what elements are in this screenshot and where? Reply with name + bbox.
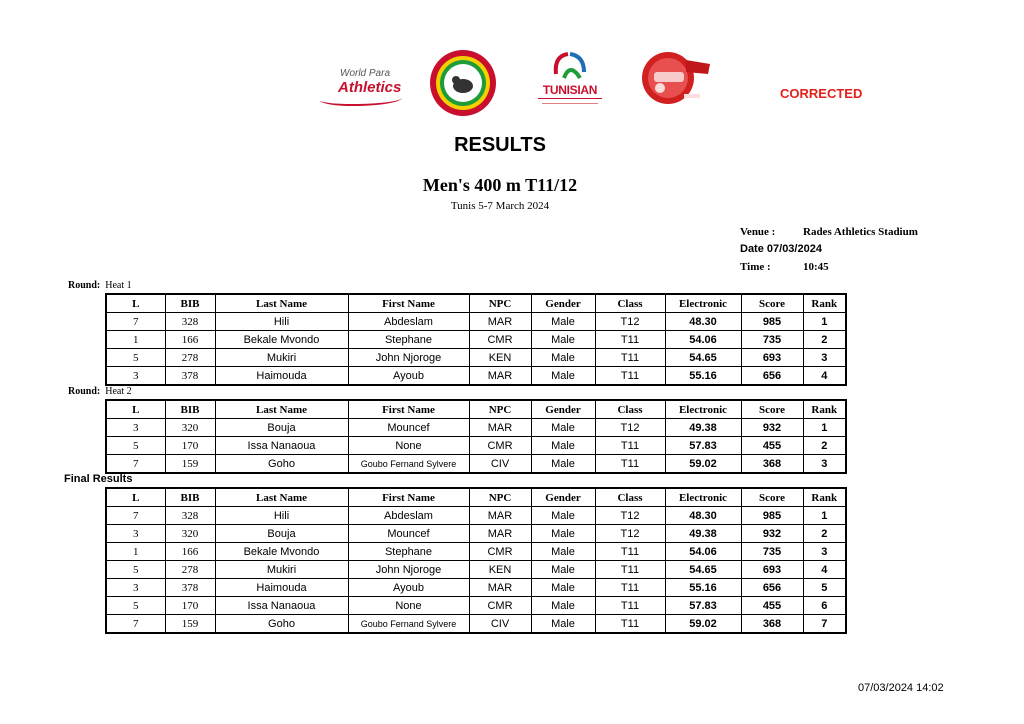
event-title: Men's 400 m T11/12 [422,175,578,195]
column-header-class: Class [595,294,665,313]
cell-gender: Male [531,349,595,367]
cell-last-name: Goho [215,455,348,474]
cell-score: 735 [741,331,803,349]
final-results-label: Final Results [64,473,133,485]
cell-class: T12 [595,419,665,437]
cell-lane: 3 [106,525,165,543]
column-header-rank: Rank [803,488,846,507]
cell-electronic: 59.02 [665,455,741,474]
cell-electronic: 54.06 [665,331,741,349]
cell-lane: 3 [106,579,165,597]
cell-npc: MAR [469,525,531,543]
time-value: 10:45 [803,261,829,273]
cell-score: 368 [741,615,803,634]
cell-bib: 166 [165,331,215,349]
cell-last-name: Bekale Mvondo [215,543,348,561]
cell-rank: 3 [803,349,846,367]
heat1-round-prefix: Round: [68,280,101,291]
cell-rank: 6 [803,597,846,615]
cell-gender: Male [531,525,595,543]
heat1-round-label [68,280,132,291]
column-header-lane: L [106,294,165,313]
cell-first-name: Mouncef [348,525,469,543]
column-header-npc: NPC [469,488,531,507]
cell-npc: CMR [469,597,531,615]
cell-score: 693 [741,561,803,579]
cell-class: T12 [595,507,665,525]
column-header-lane: L [106,488,165,507]
column-header-rank: Rank [803,400,846,419]
cell-gender: Male [531,615,595,634]
cell-gender: Male [531,455,595,474]
table-row [106,331,846,349]
world-para-athletics-logo [318,62,408,112]
column-header-gender: Gender [531,400,595,419]
column-header-last-name: Last Name [215,400,348,419]
cell-last-name: Mukiri [215,561,348,579]
cell-first-name: None [348,437,469,455]
column-header-first-name: First Name [348,294,469,313]
olympic-ring-emblem-logo [428,48,498,118]
heat2-round-prefix: Round: [68,386,101,397]
cell-electronic: 54.06 [665,543,741,561]
tunisian-logo-rule-2 [542,103,598,108]
table-row [106,597,846,615]
cell-last-name: Mukiri [215,349,348,367]
cell-rank: 1 [803,419,846,437]
cell-lane: 7 [106,313,165,331]
cell-bib: 159 [165,615,215,634]
cell-electronic: 48.30 [665,507,741,525]
cell-npc: MAR [469,507,531,525]
column-header-score: Score [741,488,803,507]
heat2-table [105,399,847,474]
tunisian-paralympic-logo [534,48,606,114]
cell-class: T11 [595,437,665,455]
cell-lane: 1 [106,331,165,349]
time-label: Time : [740,261,771,273]
cell-bib: 159 [165,455,215,474]
cell-gender: Male [531,313,595,331]
column-header-gender: Gender [531,488,595,507]
cell-score: 455 [741,437,803,455]
cell-rank: 3 [803,455,846,474]
column-header-rank: Rank [803,294,846,313]
cell-class: T11 [595,455,665,474]
cell-bib: 278 [165,349,215,367]
tunisian-logo-text: TUNISIAN [542,83,598,97]
cell-first-name: Stephane [348,331,469,349]
cell-first-name: None [348,597,469,615]
cell-electronic: 55.16 [665,579,741,597]
cell-last-name: Bekale Mvondo [215,331,348,349]
cell-last-name: Haimouda [215,579,348,597]
cell-first-name: Abdeslam [348,507,469,525]
cell-bib: 278 [165,561,215,579]
cell-first-name: Goubo Fernand Sylvere [348,455,469,474]
column-header-score: Score [741,294,803,313]
cell-electronic: 57.83 [665,597,741,615]
cell-npc: MAR [469,579,531,597]
column-header-first-name: First Name [348,488,469,507]
table-row [106,437,846,455]
cell-first-name: Ayoub [348,579,469,597]
cell-gender: Male [531,579,595,597]
cell-class: T12 [595,525,665,543]
heat1-round-name: Heat 1 [105,280,132,291]
wpa-logo-line1: World Para [340,68,391,79]
table-header-row [106,294,846,313]
cell-gender: Male [531,437,595,455]
cell-lane: 3 [106,367,165,386]
cell-score: 985 [741,313,803,331]
cell-class: T11 [595,349,665,367]
table-row [106,615,846,634]
table-row [106,507,846,525]
cell-last-name: Hili [215,507,348,525]
venue-label: Venue : [740,226,776,238]
cell-class: T11 [595,331,665,349]
cell-electronic: 55.16 [665,367,741,386]
column-header-first-name: First Name [348,400,469,419]
column-header-class: Class [595,488,665,507]
cell-bib: 378 [165,579,215,597]
cell-last-name: Haimouda [215,367,348,386]
cell-last-name: Bouja [215,525,348,543]
cell-electronic: 54.65 [665,349,741,367]
table-row [106,313,846,331]
cell-score: 932 [741,525,803,543]
cell-electronic: 57.83 [665,437,741,455]
footer-timestamp: 07/03/2024 14:02 [858,682,944,694]
cell-rank: 4 [803,561,846,579]
cell-gender: Male [531,419,595,437]
cell-rank: 5 [803,579,846,597]
cell-score: 693 [741,349,803,367]
cell-electronic: 59.02 [665,615,741,634]
cell-bib: 328 [165,507,215,525]
table-row [106,579,846,597]
heat2-round-name: Heat 2 [105,386,132,397]
table-row [106,367,846,386]
table-header-row [106,488,846,507]
column-header-last-name: Last Name [215,294,348,313]
cell-rank: 4 [803,367,846,386]
cell-last-name: Goho [215,615,348,634]
cell-gender: Male [531,597,595,615]
table-row [106,349,846,367]
column-header-electronic: Electronic [665,294,741,313]
cell-npc: CMR [469,543,531,561]
cell-class: T11 [595,543,665,561]
cell-lane: 7 [106,455,165,474]
cell-gender: Male [531,367,595,386]
venue-value: Rades Athletics Stadium [803,226,918,238]
cell-first-name: Ayoub [348,367,469,386]
grand-prix-logo [636,50,716,110]
cell-electronic: 49.38 [665,525,741,543]
cell-score: 368 [741,455,803,474]
cell-rank: 2 [803,331,846,349]
cell-last-name: Bouja [215,419,348,437]
table-row [106,419,846,437]
date-value: Date 07/03/2024 [740,243,822,255]
cell-lane: 5 [106,349,165,367]
cell-npc: CIV [469,455,531,474]
cell-last-name: Issa Nanaoua [215,437,348,455]
cell-bib: 320 [165,525,215,543]
column-header-electronic: Electronic [665,488,741,507]
table-header-row [106,400,846,419]
cell-score: 455 [741,597,803,615]
cell-gender: Male [531,543,595,561]
wpa-swoosh-icon [320,92,402,106]
cell-npc: MAR [469,313,531,331]
cell-lane: 1 [106,543,165,561]
cell-first-name: Goubo Fernand Sylvere [348,615,469,634]
column-header-electronic: Electronic [665,400,741,419]
cell-lane: 5 [106,561,165,579]
cell-electronic: 54.65 [665,561,741,579]
cell-class: T12 [595,313,665,331]
cell-last-name: Hili [215,313,348,331]
cell-rank: 1 [803,313,846,331]
cell-lane: 5 [106,437,165,455]
cell-lane: 5 [106,597,165,615]
column-header-npc: NPC [469,400,531,419]
cell-lane: 7 [106,615,165,634]
heat2-round-label [68,386,132,397]
cell-gender: Male [531,331,595,349]
cell-score: 735 [741,543,803,561]
cell-first-name: John Njoroge [348,561,469,579]
column-header-bib: BIB [165,400,215,419]
table-row [106,525,846,543]
cell-gender: Male [531,561,595,579]
table-row [106,561,846,579]
cell-class: T11 [595,367,665,386]
cell-npc: CIV [469,615,531,634]
column-header-gender: Gender [531,294,595,313]
cell-bib: 170 [165,597,215,615]
event-date: Tunis 5-7 March 2024 [450,200,550,212]
column-header-lane: L [106,400,165,419]
cell-score: 932 [741,419,803,437]
final-results-table [105,487,847,634]
cell-last-name: Issa Nanaoua [215,597,348,615]
cell-rank: 2 [803,525,846,543]
wpa-logo-line2: Athletics [338,79,402,96]
heat1-table [105,293,847,386]
column-header-bib: BIB [165,488,215,507]
cell-rank: 2 [803,437,846,455]
page-title: RESULTS [454,134,546,156]
cell-class: T11 [595,561,665,579]
cell-bib: 328 [165,313,215,331]
column-header-last-name: Last Name [215,488,348,507]
cell-npc: MAR [469,419,531,437]
cell-npc: MAR [469,367,531,386]
cell-first-name: Mouncef [348,419,469,437]
cell-lane: 3 [106,419,165,437]
cell-bib: 170 [165,437,215,455]
cell-class: T11 [595,597,665,615]
table-row [106,543,846,561]
cell-class: T11 [595,615,665,634]
cell-score: 656 [741,579,803,597]
cell-rank: 1 [803,507,846,525]
column-header-score: Score [741,400,803,419]
cell-bib: 166 [165,543,215,561]
cell-npc: KEN [469,561,531,579]
cell-score: 985 [741,507,803,525]
cell-gender: Male [531,507,595,525]
cell-rank: 3 [803,543,846,561]
column-header-class: Class [595,400,665,419]
cell-npc: KEN [469,349,531,367]
cell-npc: CMR [469,331,531,349]
cell-electronic: 49.38 [665,419,741,437]
cell-score: 656 [741,367,803,386]
cell-first-name: Stephane [348,543,469,561]
table-row [106,455,846,474]
cell-lane: 7 [106,507,165,525]
column-header-bib: BIB [165,294,215,313]
cell-npc: CMR [469,437,531,455]
cell-bib: 320 [165,419,215,437]
cell-first-name: John Njoroge [348,349,469,367]
corrected-status: CORRECTED [780,86,863,101]
cell-bib: 378 [165,367,215,386]
cell-first-name: Abdeslam [348,313,469,331]
cell-rank: 7 [803,615,846,634]
cell-class: T11 [595,579,665,597]
cell-electronic: 48.30 [665,313,741,331]
column-header-npc: NPC [469,294,531,313]
